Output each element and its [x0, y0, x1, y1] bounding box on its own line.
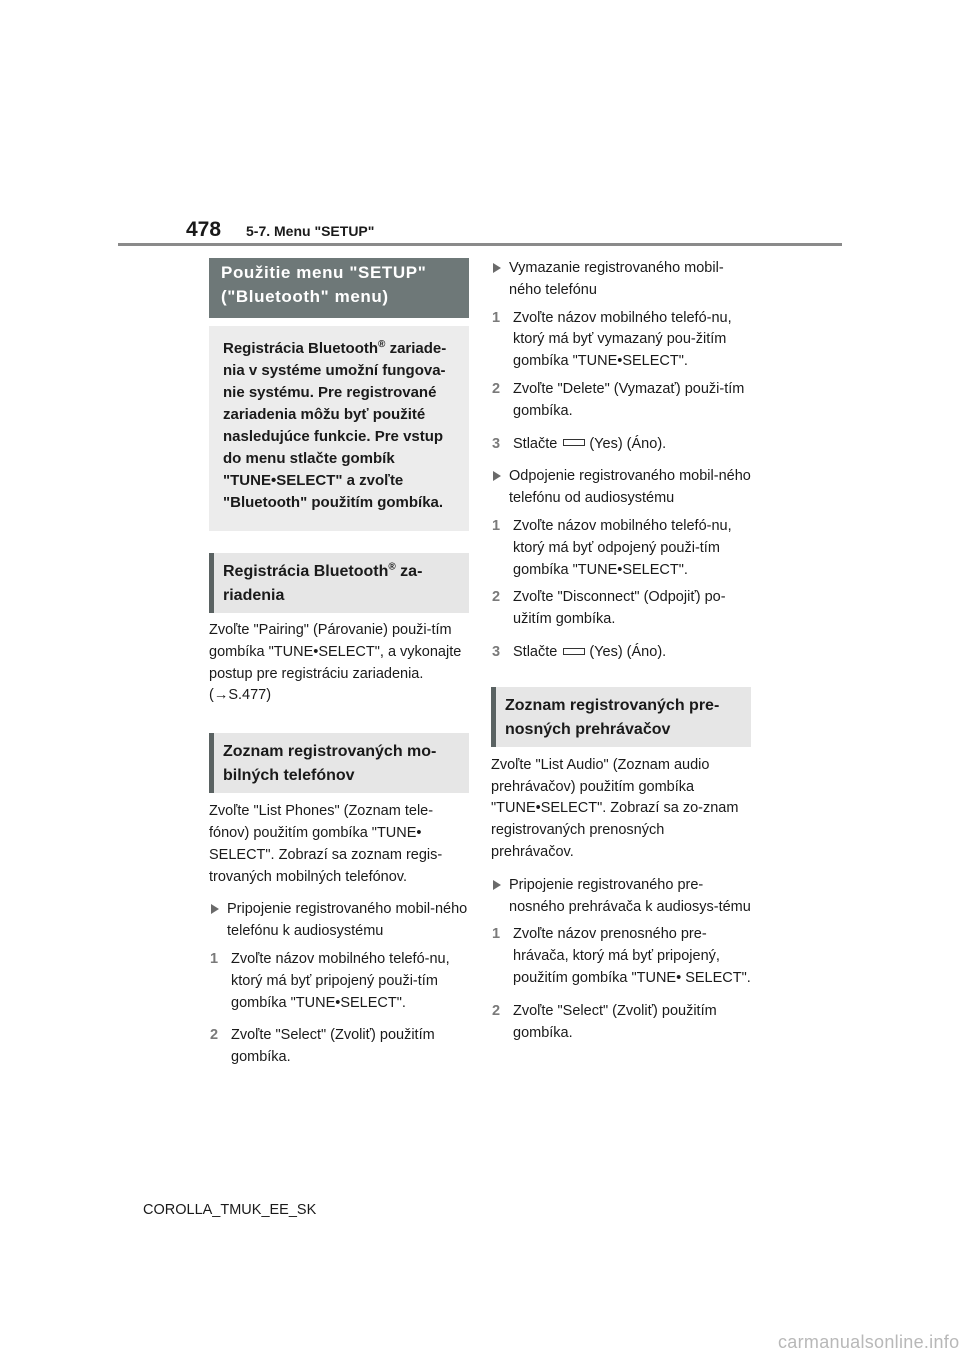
list-item: 2 Zvoľte "Select" (Zvoliť) použitím gombíka.	[492, 1002, 717, 1041]
phones-text: Zvoľte "List Phones" (Zoznam tele-fónov) použitím gombíka "TUNE• SELECT". Zobrazí sa zoznam regis-trovaných mobilných telefónov.	[209, 803, 443, 885]
intro-box-title: Použitie menu "SETUP" ("Bluetooth" menu)	[209, 258, 469, 318]
section-title: 5-7. Menu "SETUP"	[246, 223, 375, 239]
players-heading: Zoznam registrovaných pre-nosných prehrávačov	[491, 687, 751, 747]
players-text: Zvoľte "List Audio" (Zoznam audio prehrávačov) použitím gombíka "TUNE•SELECT". Zobrazí sa zo-znam registrovaných prenosných prehrávačov.	[491, 756, 739, 860]
triangle-bullet-icon	[493, 471, 501, 481]
watermark: carmanualsonline.info	[778, 1332, 960, 1352]
list-item: 2 Zvoľte "Disconnect" (Odpojiť) po-užitím gombíka.	[492, 589, 726, 628]
registration-heading: Registrácia Bluetooth® za-riadenia	[209, 553, 469, 613]
list-item: 1 Zvoľte názov mobilného telefó-nu, ktorý má byť pripojený použi-tím gombíka "TUNE•SELECT".	[210, 950, 450, 1011]
document-code: COROLLA_TMUK_EE_SK	[143, 1202, 317, 1218]
connect-phone-bullet: Pripojenie registrovaného mobil-ného telefónu k audiosystému	[209, 899, 469, 943]
triangle-bullet-icon	[211, 904, 219, 914]
triangle-bullet-icon	[493, 880, 501, 890]
delete-phone-bullet: Vymazanie registrovaného mobil-ného telefónu	[491, 258, 751, 302]
button-icon	[563, 439, 585, 446]
list-item: 3 Stlačte (Yes) (Áno).	[492, 643, 667, 660]
list-item: 1 Zvoľte názov mobilného telefó-nu, ktorý má byť odpojený použi-tím gombíka "TUNE•SELECT".	[492, 517, 732, 578]
list-item: 1 Zvoľte názov mobilného telefó-nu, ktorý má byť vymazaný pou-žitím gombíka "TUNE•SELECT".	[492, 309, 732, 370]
list-item: 2 Zvoľte "Select" (Zvoliť) použitím gombíka.	[210, 1027, 435, 1066]
phones-heading: Zoznam registrovaných mo-bilných telefónov	[209, 733, 469, 793]
list-item: 1 Zvoľte názov prenosného pre-hrávača, ktorý má byť pripojený, použitím gombíka "TUNE• SELECT".	[492, 926, 751, 986]
page-number: 478	[186, 218, 222, 241]
left-column	[209, 258, 469, 1069]
right-column	[491, 258, 751, 1044]
registration-text: Zvoľte "Pairing" (Párovanie) použi-tím gombíka "TUNE•SELECT", a vykonajte postup pre registráciu zariadenia. (→S.477)	[209, 622, 462, 704]
triangle-bullet-icon	[493, 263, 501, 273]
disconnect-phone-bullet: Odpojenie registrovaného mobil-ného telefónu od audiosystému	[491, 466, 751, 510]
list-item: 3 Stlačte (Yes) (Áno).	[492, 435, 667, 452]
button-icon	[563, 648, 585, 655]
header-rule	[118, 243, 842, 246]
intro-box-text: Registrácia Bluetooth® zariade-nia v systéme umožní fungova-nie systému. Pre registrované zariadenia môžu byť použité nasledujúce funkcie. Pre vstup do menu stlačte gombík "TUNE•SELECT" a zvoľte "Bluetooth" použitím gombíka.	[209, 326, 469, 531]
connect-player-bullet: Pripojenie registrovaného pre-nosného prehrávača k audiosys-tému	[491, 875, 751, 919]
list-item: 2 Zvoľte "Delete" (Vymazať) použi-tím gombíka.	[492, 380, 745, 419]
